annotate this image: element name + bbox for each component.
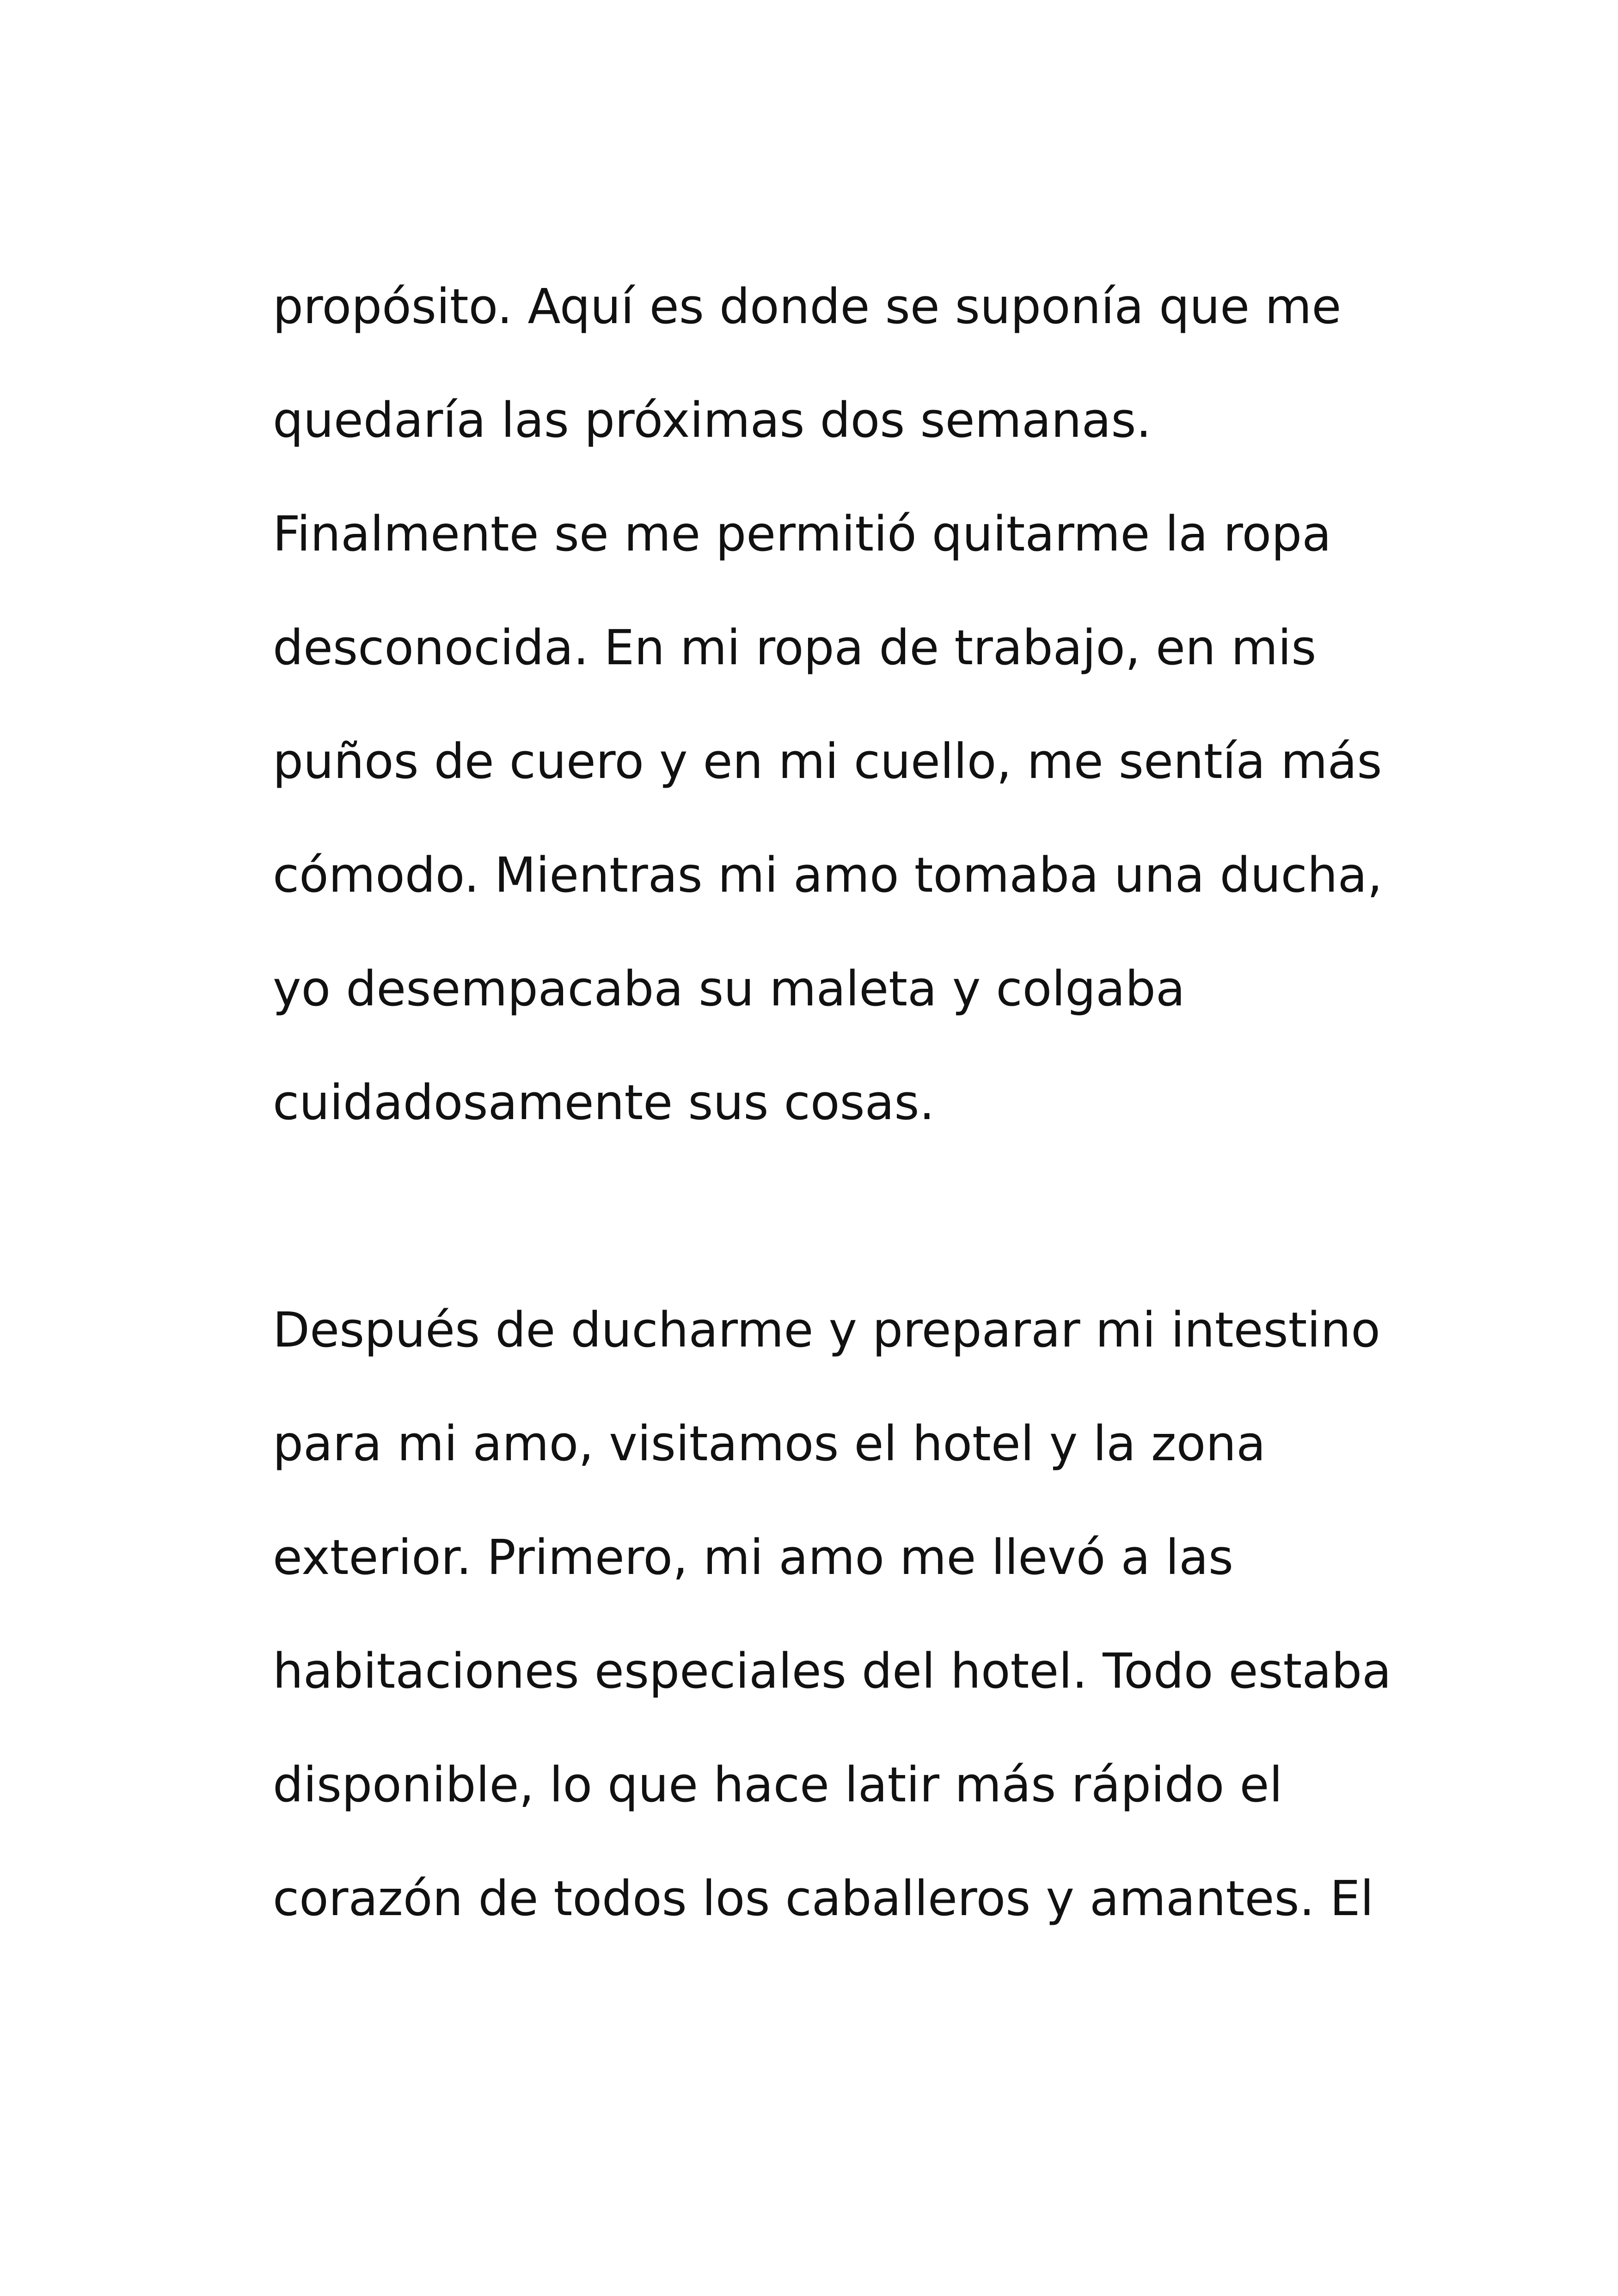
paragraph-2 <box>273 1273 1590 1955</box>
text-line: yo desempacaba su maleta y colgaba <box>273 961 1185 1017</box>
text-line: exterior. Primero, mi amo me llevó a las <box>273 1529 1234 1586</box>
text-line: corazón de todos los caballeros y amantes. El <box>273 1870 1374 1927</box>
text-line: cuidadosamente sus cosas. <box>273 1074 935 1131</box>
text-line: para mi amo, visitamos el hotel y la zona <box>273 1415 1266 1472</box>
text-line: Finalmente se me permitió quitarme la ropa <box>273 506 1331 562</box>
paragraph-1 <box>273 250 1590 1159</box>
text-line: cómodo. Mientras mi amo tomaba una ducha, <box>273 847 1383 903</box>
text-line: disponible, lo que hace latir más rápido el <box>273 1757 1283 1813</box>
text-line: Después de ducharme y preparar mi intestino <box>273 1302 1380 1358</box>
text-line: puños de cuero y en mi cuello, me sentía más <box>273 733 1382 790</box>
text-line: quedaría las próximas dos semanas. <box>273 392 1152 448</box>
text-line: desconocida. En mi ropa de trabajo, en mis <box>273 619 1317 676</box>
text-line: propósito. Aquí es donde se suponía que me <box>273 278 1342 335</box>
text-line: habitaciones especiales del hotel. Todo estaba <box>273 1643 1391 1699</box>
